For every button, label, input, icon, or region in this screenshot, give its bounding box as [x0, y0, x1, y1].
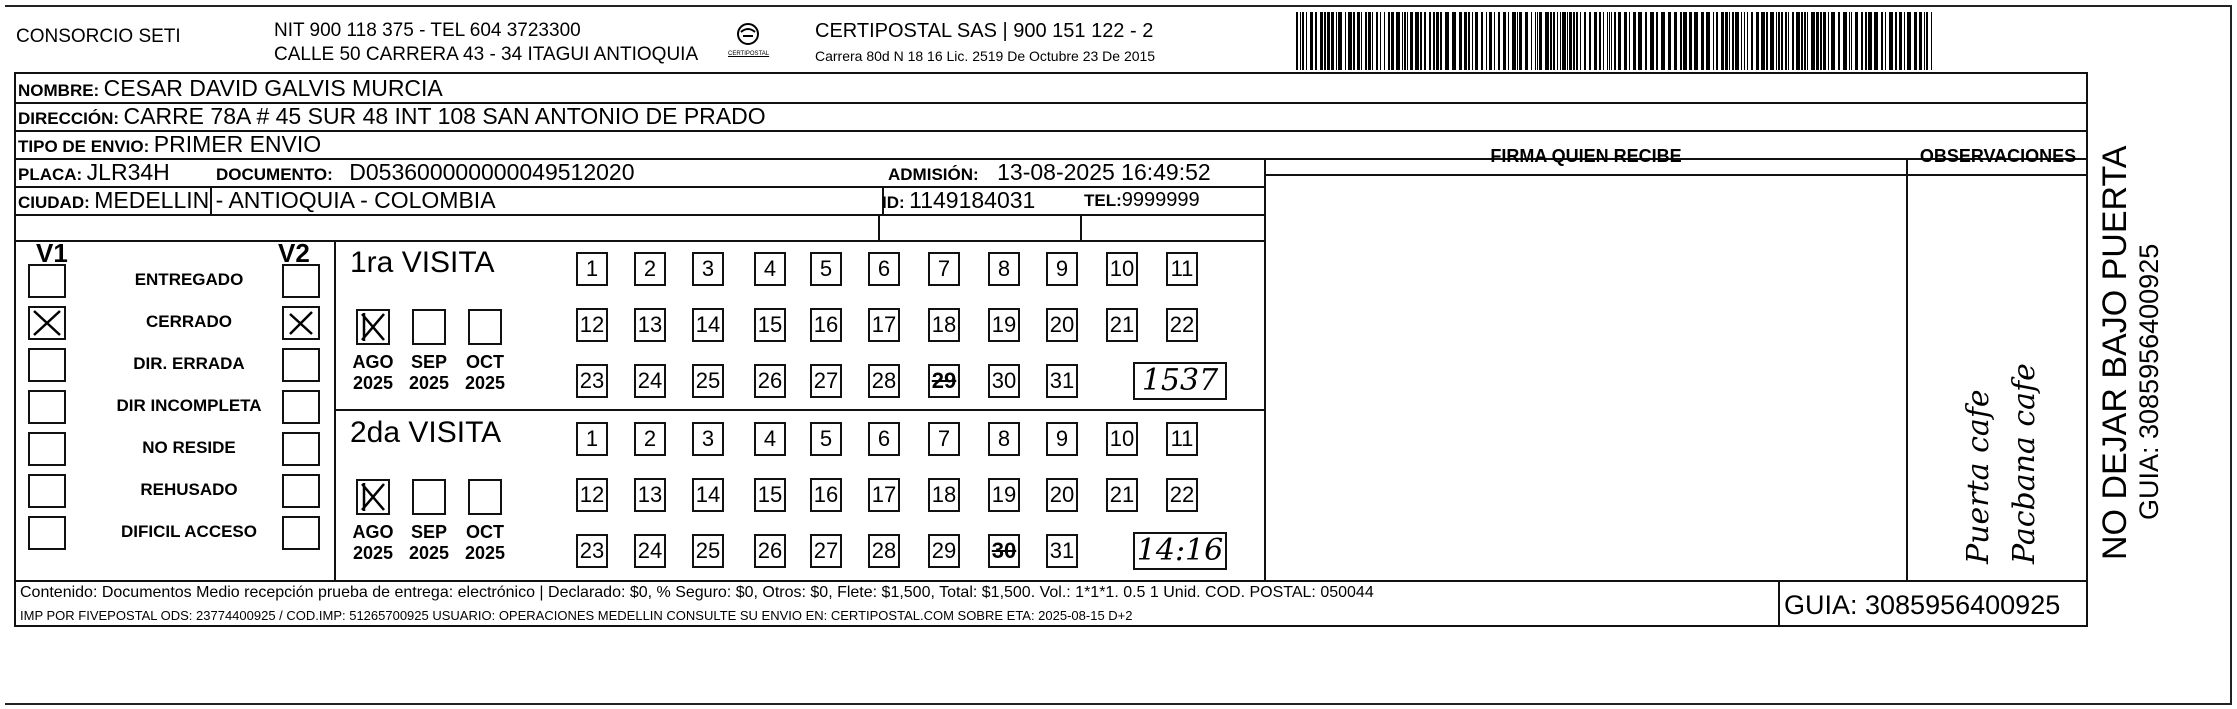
placa-label: PLACA:: [18, 165, 83, 184]
v1-checkbox[interactable]: [28, 516, 66, 550]
day-box[interactable]: 2: [634, 252, 666, 286]
day-box[interactable]: 10: [1106, 252, 1138, 286]
day-box[interactable]: 7: [928, 422, 960, 456]
first-visit-title: 1ra VISITA: [350, 246, 495, 279]
direccion-label: DIRECCIÓN:: [18, 109, 120, 128]
day-box[interactable]: 16: [810, 308, 842, 342]
imp-line: IMP POR FIVEPOSTAL ODS: 23774400925 / COD.IMP: 51265700925 USUARIO: OPERACIONES MEDELLIN CONSULTE SU ENVIO EN: CERTIPOSTAL.COM SOBRE ETA: 2025-08-15 D+2: [20, 608, 1133, 623]
status-label: NO RESIDE: [142, 438, 236, 457]
status-label: DIR INCOMPLETA: [116, 396, 262, 415]
day-box[interactable]: 12: [576, 308, 608, 342]
day-box[interactable]: 13: [634, 308, 666, 342]
status-label: ENTREGADO: [134, 270, 244, 289]
month-label: SEP 2025: [408, 352, 450, 393]
day-box[interactable]: 31: [1046, 364, 1078, 398]
status-label: REHUSADO: [140, 480, 238, 499]
day-box[interactable]: 12: [576, 478, 608, 512]
observaciones-text: [1956, 363, 2048, 564]
status-label: CERRADO: [146, 312, 232, 331]
day-box[interactable]: 27: [810, 364, 842, 398]
day-box[interactable]: 31: [1046, 534, 1078, 568]
day-box[interactable]: 26: [754, 364, 786, 398]
side-guia: GUIA: 3085956400925: [2134, 243, 2164, 520]
observacion-line: Pacbana cafe: [2007, 363, 2042, 564]
day-box[interactable]: 18: [928, 308, 960, 342]
day-box[interactable]: 30: [988, 364, 1020, 398]
recipient-table: [14, 72, 2088, 627]
day-box[interactable]: 8: [988, 252, 1020, 286]
second-visit-title: 2da VISITA: [350, 416, 502, 449]
day-box[interactable]: 6: [868, 422, 900, 456]
day-box[interactable]: 16: [810, 478, 842, 512]
v2-checkbox[interactable]: [282, 390, 320, 424]
v1-checkbox[interactable]: [28, 390, 66, 424]
documento-label: DOCUMENTO:: [216, 165, 333, 184]
contenido-line: Contenido: Documentos Medio recepción prueba de entrega: electrónico | Declarado: $0, % Seguro: $0, Otros: $0, Flete: $1,500, Total: $1,500. Vol.: 1*1*1. 0.5 1 Unid. COD. POSTAL: 050044: [20, 584, 1374, 601]
check-mark-icon: [30, 308, 64, 338]
day-box[interactable]: 7: [928, 252, 960, 286]
v2-checkbox[interactable]: [282, 264, 320, 298]
day-box[interactable]: 6: [868, 252, 900, 286]
v1-checkbox[interactable]: [28, 474, 66, 508]
day-box[interactable]: 11: [1166, 252, 1198, 286]
documento-value: D053600000000049512020: [349, 159, 635, 185]
footer-guia: GUIA: 3085956400925: [1784, 590, 2061, 620]
v1-checkbox[interactable]: [28, 264, 66, 298]
certipostal-logo-icon: [731, 22, 765, 48]
day-box[interactable]: 1: [576, 252, 608, 286]
v1-checkbox[interactable]: [28, 432, 66, 466]
day-box[interactable]: 20: [1046, 478, 1078, 512]
id-value: 1149184031: [909, 187, 1036, 213]
day-box[interactable]: 20: [1046, 308, 1078, 342]
id-label: ID:: [882, 193, 905, 212]
day-box[interactable]: 15: [754, 308, 786, 342]
nombre-label: NOMBRE:: [18, 81, 100, 100]
second-visit-time: 14:16: [1133, 532, 1227, 570]
day-box[interactable]: 9: [1046, 422, 1078, 456]
tel-label: TEL:: [1084, 191, 1122, 210]
day-box[interactable]: 30: [988, 534, 1020, 568]
tipo-envio-value: PRIMER ENVIO: [153, 131, 322, 157]
direccion-value: CARRE 78A # 45 SUR 48 INT 108 SAN ANTONIO DE PRADO: [123, 103, 766, 129]
day-box[interactable]: 25: [692, 534, 724, 568]
tel-value: 9999999: [1121, 189, 1200, 211]
no-dejar-text: NO DEJAR BAJO PUERTA: [2096, 145, 2134, 560]
v2-checkbox[interactable]: [282, 474, 320, 508]
day-box[interactable]: 28: [868, 364, 900, 398]
first-visit-time: 1537: [1133, 362, 1227, 400]
v2-checkbox[interactable]: [282, 348, 320, 382]
day-box[interactable]: 3: [692, 252, 724, 286]
day-box[interactable]: 4: [754, 422, 786, 456]
day-box[interactable]: 19: [988, 308, 1020, 342]
day-box[interactable]: 8: [988, 422, 1020, 456]
license-line: Carrera 80d N 18 16 Lic. 2519 De Octubre 23 De 2015: [815, 48, 1156, 64]
observaciones-header: OBSERVACIONES: [1919, 146, 2077, 166]
status-label: DIR. ERRADA: [133, 354, 245, 373]
day-box[interactable]: 14: [692, 308, 724, 342]
day-box[interactable]: 29: [928, 534, 960, 568]
placa-value: JLR34H: [86, 159, 170, 185]
day-box[interactable]: 3: [692, 422, 724, 456]
nit-line: NIT 900 118 375 - TEL 604 3723300: [274, 20, 581, 41]
v2-header: V2: [278, 238, 310, 268]
v2-checkbox[interactable]: [282, 516, 320, 550]
day-box[interactable]: 1: [576, 422, 608, 456]
month-checkbox[interactable]: [356, 479, 390, 515]
ciudad-cell: [18, 186, 496, 218]
v1-checkbox[interactable]: [28, 306, 66, 340]
v2-checkbox[interactable]: [282, 432, 320, 466]
day-box[interactable]: 28: [868, 534, 900, 568]
v1-checkbox[interactable]: [28, 348, 66, 382]
barcode: [1296, 12, 1934, 70]
month-checkbox[interactable]: [468, 479, 502, 515]
day-box[interactable]: 23: [576, 364, 608, 398]
certipostal-line: CERTIPOSTAL SAS | 900 151 122 - 2: [815, 20, 1154, 42]
day-box[interactable]: 23: [576, 534, 608, 568]
day-box[interactable]: 5: [810, 422, 842, 456]
day-box[interactable]: 21: [1106, 478, 1138, 512]
check-mark-icon: [358, 311, 388, 343]
month-label: OCT 2025: [464, 352, 506, 393]
v2-checkbox[interactable]: [282, 306, 320, 340]
tipo-envio-label: TIPO DE ENVIO:: [18, 137, 150, 156]
check-mark-icon: [284, 308, 318, 338]
address-line: CALLE 50 CARRERA 43 - 34 ITAGUI ANTIOQUIA: [274, 44, 699, 65]
month-label: AGO 2025: [352, 352, 394, 393]
day-box[interactable]: 10: [1106, 422, 1138, 456]
day-box[interactable]: 17: [868, 308, 900, 342]
day-box[interactable]: 26: [754, 534, 786, 568]
day-box[interactable]: 13: [634, 478, 666, 512]
day-box[interactable]: 9: [1046, 252, 1078, 286]
day-box[interactable]: 5: [810, 252, 842, 286]
day-box[interactable]: 21: [1106, 308, 1138, 342]
month-label: SEP 2025: [408, 522, 450, 563]
certipostal-logo: CERTIPOSTAL: [728, 22, 768, 57]
company-name: CONSORCIO SETI: [16, 26, 181, 47]
v1-header: V1: [36, 238, 68, 268]
month-label: OCT 2025: [464, 522, 506, 563]
ciudad-label: CIUDAD:: [18, 193, 90, 212]
nombre-value: CESAR DAVID GALVIS MURCIA: [103, 75, 443, 101]
day-box[interactable]: 15: [754, 478, 786, 512]
day-box[interactable]: 19: [988, 478, 1020, 512]
admision-value: 13-08-2025 16:49:52: [997, 159, 1211, 185]
day-box[interactable]: 14: [692, 478, 724, 512]
day-box[interactable]: 4: [754, 252, 786, 286]
admision-label: ADMISIÓN:: [888, 165, 979, 184]
day-box[interactable]: 11: [1166, 422, 1198, 456]
day-box[interactable]: 24: [634, 534, 666, 568]
tel-cell: [1084, 186, 1200, 216]
id-cell: [882, 186, 1035, 218]
day-box[interactable]: 2: [634, 422, 666, 456]
day-box[interactable]: 17: [868, 478, 900, 512]
status-label: DIFICIL ACCESO: [120, 522, 257, 541]
month-label: AGO 2025: [352, 522, 394, 563]
day-box[interactable]: 22: [1166, 308, 1198, 342]
firma-header: FIRMA QUIEN RECIBE: [1490, 146, 1682, 166]
check-mark-icon: [358, 481, 388, 513]
day-box[interactable]: 25: [692, 364, 724, 398]
month-checkbox[interactable]: [356, 309, 390, 345]
ciudad-value: MEDELLIN - ANTIOQUIA - COLOMBIA: [94, 187, 496, 213]
day-box[interactable]: 22: [1166, 478, 1198, 512]
month-checkbox[interactable]: [412, 479, 446, 515]
day-box[interactable]: 29: [928, 364, 960, 398]
day-box[interactable]: 18: [928, 478, 960, 512]
side-notice: [2096, 146, 2164, 560]
day-box[interactable]: 27: [810, 534, 842, 568]
observacion-line: Puerta cafe: [1961, 389, 1996, 564]
month-checkbox[interactable]: [468, 309, 502, 345]
month-checkbox[interactable]: [412, 309, 446, 345]
day-box[interactable]: 24: [634, 364, 666, 398]
